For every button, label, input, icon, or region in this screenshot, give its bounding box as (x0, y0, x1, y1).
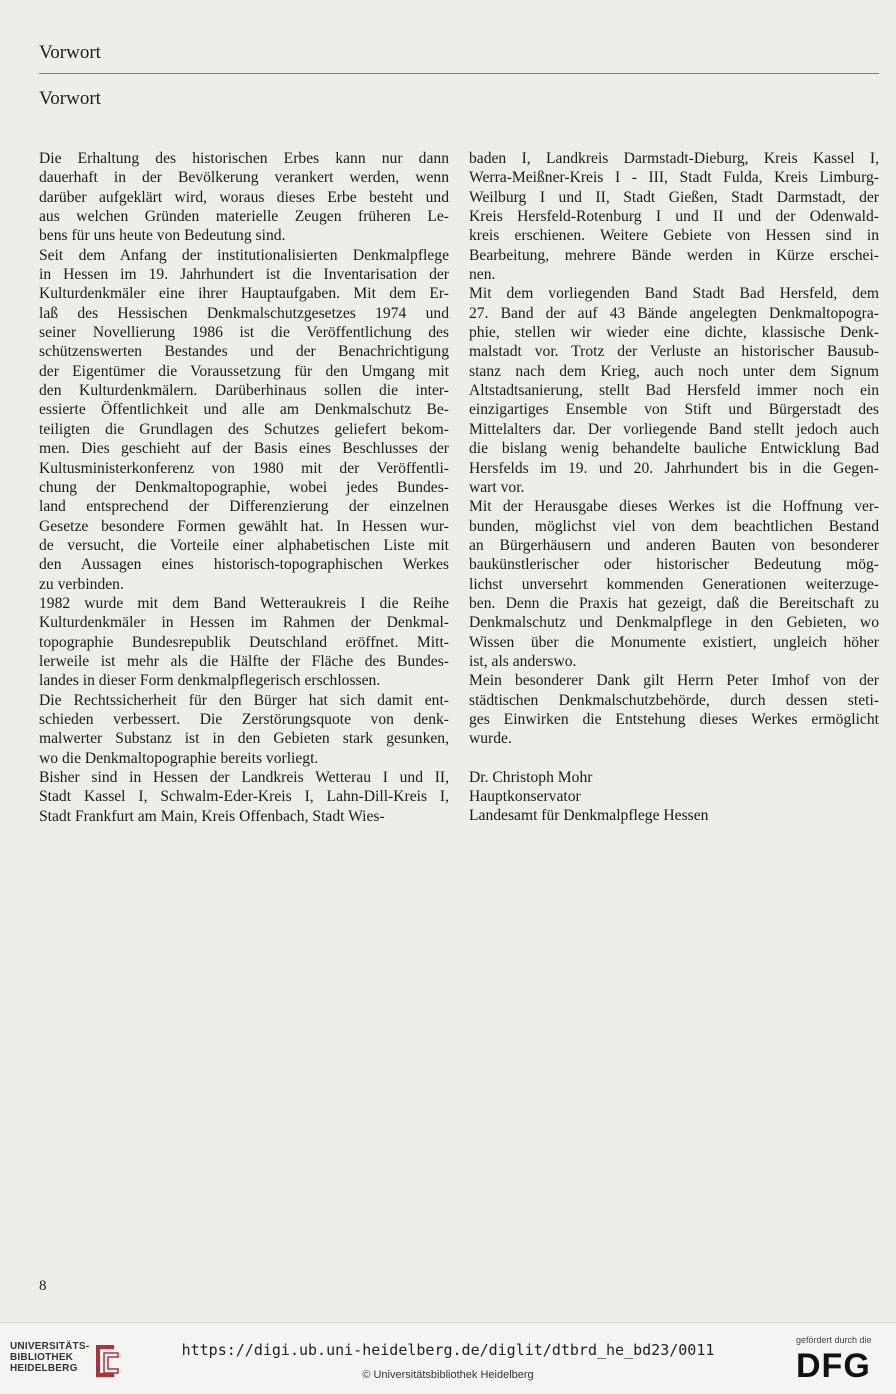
section-title: Vorwort (39, 88, 101, 109)
text-line: Kreis Hersfeld-Rotenburg I und II und der Odenwald- (469, 208, 879, 226)
text-line: den Kulturdenkmälern. Darüberhinaus sollen die inter- (39, 382, 449, 400)
text-line: nen. (469, 266, 496, 284)
signature-name: Dr. Christoph Mohr (469, 768, 593, 786)
text-line: Altstadtsanierung, stellt Bad Hersfeld immer noch ein (469, 382, 879, 400)
text-line: Kulturdenkmäler in Hessen im Rahmen der Denkmal- (39, 614, 449, 632)
header-divider (39, 73, 879, 74)
text-line: landes in dieser Form denkmalpflegerisch erschlossen. (39, 672, 381, 690)
text-line: Hersfelds im 19. und 20. Jahrhundert bis in die Gegen- (469, 459, 879, 477)
dfg-caption: gefördert durch die (796, 1335, 872, 1345)
text-line: schieden verbessert. Die Zerstörungsquote von denk- (39, 710, 449, 728)
viewer-footer (0, 1322, 896, 1394)
signature-role: Hauptkonservator (469, 788, 581, 805)
text-line: Bearbeitung, mehrere Bände werden in Kürze erschei- (469, 246, 879, 264)
text-line: ist, als anderswo. (469, 652, 577, 670)
library-name-line: BIBLIOTHEK (10, 1352, 74, 1363)
text-line: wart vor. (469, 478, 525, 496)
text-line: Werra-Meißner-Kreis I - III, Stadt Fulda, Kreis Limburg- (469, 169, 879, 187)
text-line: städtischen Denkmalschutzbehörde, durch dessen steti- (469, 691, 879, 709)
text-line: Mit dem vorliegenden Band Stadt Bad Hersfeld, dem (469, 285, 879, 303)
permalink[interactable]: https://digi.ub.uni-heidelberg.de/diglit/dtbrd_he_bd23/0011 (181, 1341, 715, 1359)
text-line: dauerhaft in der Bevölkerung verankert werden, wenn (39, 169, 449, 187)
text-line: bens für uns heute von Bedeutung sind. (39, 227, 286, 245)
text-line: land entsprechend der Differenzierung der einzelnen (39, 498, 449, 516)
text-line: baukünstlerischer oder historischer Bedeutung mög- (469, 556, 879, 574)
text-line: Stadt Frankfurt am Main, Kreis Offenbach, Stadt Wies- (39, 807, 385, 825)
text-line: Die Erhaltung des historischen Erbes kann nur dann (39, 150, 449, 167)
signature-institution: Landesamt für Denkmalpflege Hessen (469, 807, 709, 825)
text-line: aus welchen Gründen materielle Zeugen früheren Le- (39, 208, 449, 226)
text-line: Denkmalschutz und Denkmalpflege in den Gebieten, wo (469, 614, 879, 632)
text-line: der Eigentümer die Voraussetzung für den Umgang mit (39, 362, 449, 380)
running-header: Vorwort (39, 42, 101, 63)
text-line: ges Einwirken die Entstehung dieses Werkes ermöglicht (469, 710, 879, 728)
text-line: Mein besonderer Dank gilt Herrn Peter Imhof von der (469, 672, 879, 690)
copyright-notice: © Universitätsbibliothek Heidelberg (362, 1369, 534, 1381)
text-line: phie, stellen wir wieder eine dichte, klassische Denk- (469, 324, 879, 342)
dfg-logo[interactable] (790, 1335, 890, 1387)
dfg-wordmark: DFG (796, 1347, 871, 1385)
text-line: Mit der Herausgabe dieses Werkes ist die Hoffnung ver- (469, 498, 879, 516)
text-line: essierte Öffentlichkeit und alle am Denkmalschutz Be- (39, 401, 449, 419)
text-line: malstadt vor. Trotz der Verluste an historischer Bausub- (469, 343, 879, 361)
library-name-line: UNIVERSITÄTS- (10, 1341, 90, 1352)
text-line: in Hessen im 19. Jahrhundert ist die Inventarisation der (39, 266, 449, 284)
text-line: den Aussagen eines historisch-topographischen Werkes (39, 556, 449, 574)
text-line: wurde. (469, 730, 512, 748)
text-line: Die Rechtssicherheit für den Bürger hat sich damit ent- (39, 691, 449, 709)
text-line: stanz nach dem Krieg, auch noch unter dem Signum (469, 362, 879, 380)
text-line: einzigartiges Ensemble von Stift und Bürgerstadt des (469, 401, 879, 419)
library-name-line: HEIDELBERG (10, 1363, 78, 1374)
text-line: Gesetze besondere Formen gewählt hat. In Hessen wur- (39, 517, 449, 535)
text-line: 27. Band der auf 43 Bände angelegten Denkmaltopogra- (469, 304, 879, 322)
text-line: malwerter Substanz ist in den Gebieten stark gesunken, (39, 730, 449, 748)
text-line: seiner Novellierung 1986 ist die Veröffentlichung des (39, 324, 449, 342)
text-line: wo die Denkmaltopographie bereits vorliegt. (39, 749, 319, 767)
right-text-column (469, 149, 879, 826)
text-line: lerweile ist mehr als die Hälfte der Fläche des Bundes- (39, 652, 449, 670)
text-line: Stadt Kassel I, Schwalm-Eder-Kreis I, Lahn-Dill-Kreis I, (39, 788, 449, 806)
text-line: Kultusministerkonferenz von 1980 mit der Veröffentli- (39, 459, 449, 477)
text-line: Weilburg I und II, Stadt Gießen, Stadt Darmstadt, der (469, 188, 879, 206)
text-line: topographie Bundesrepublik Deutschland eröffnet. Mitt- (39, 633, 449, 651)
text-line: 1982 wurde mit dem Band Wetteraukreis I die Reihe (39, 594, 449, 612)
text-line: ben. Denn die Praxis hat gezeigt, daß die Bereitschaft zu (469, 594, 879, 612)
text-line: laß des Hessischen Denkmalschutzgesetzes 1974 und (39, 304, 449, 322)
left-text-column (39, 149, 449, 826)
text-line: schützenswerten Bestandes und der Benachrichtigung (39, 343, 449, 361)
text-line: Wissen über die Monumente existiert, ungleich höher (469, 633, 879, 651)
text-line: an Bürgerhäusern und anderen Bauten von besonderer (469, 536, 879, 554)
text-line: baden I, Landkreis Darmstadt-Dieburg, Kreis Kassel I, (469, 150, 879, 167)
text-line: zu verbinden. (39, 575, 124, 593)
page-number: 8 (39, 1278, 47, 1294)
text-line: darüber aufgeklärt wird, woraus dieses Erbe besteht und (39, 188, 449, 206)
signature-block (469, 768, 879, 826)
text-line: Kulturdenkmäler eine ihrer Hauptaufgaben. Mit dem Er- (39, 285, 449, 303)
text-line: lichst unversehrt kommenden Generationen weiterzuge- (469, 575, 879, 593)
text-line: men. Dies geschieht auf der Basis eines Beschlusses der (39, 440, 449, 458)
text-line: Seit dem Anfang der institutionalisierten Denkmalpflege (39, 246, 449, 264)
text-line: Mittelalters dar. Der vorliegende Band stellt jedoch auch (469, 420, 879, 438)
text-line: bunden, möglichst viel von dem beachtlichen Bestand (469, 517, 879, 535)
text-line: kreis erschienen. Weitere Gebiete von Hessen sind in (469, 227, 879, 245)
text-line: de versucht, die Vorteile einer alphabetischen Liste mit (39, 536, 449, 554)
right-column-paragraphs (469, 149, 879, 749)
text-line: Bisher sind in Hessen der Landkreis Wetterau I und II, (39, 769, 449, 786)
text-line: chung der Denkmaltopographie, wobei jedes Bundes- (39, 478, 449, 496)
text-line: die bislang wenig behandelte bauliche Entwicklung Bad (469, 440, 879, 458)
text-line: teiligten die Grundlagen des Schutzes geliefert bekom- (39, 420, 449, 438)
